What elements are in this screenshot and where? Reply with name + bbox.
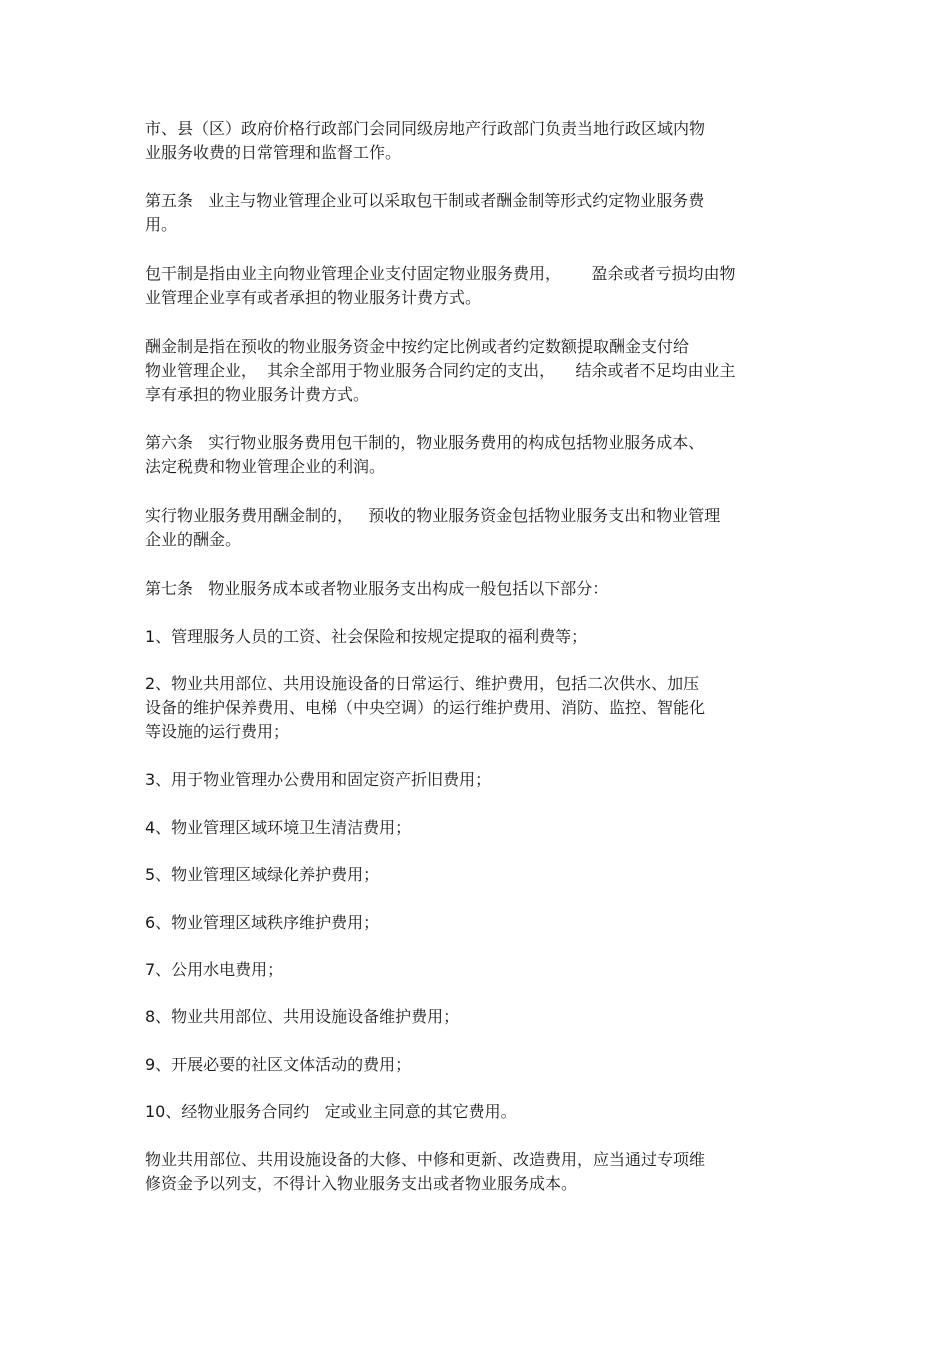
text-line: 修资金予以列支，不得计入物业服务支出或者物业服务成本。 (145, 1174, 578, 1193)
text-line: 企业的酬金。 (145, 530, 242, 549)
list-item-10 (145, 1100, 825, 1124)
text-line: 用。 (145, 215, 178, 234)
list-item-4 (145, 816, 825, 840)
text-line: 第六条 实行物业服务费用包干制的，物业服务费用的构成包括物业服务成本、 (145, 433, 705, 452)
text-line: 实行物业服务费用酬金制的， 预收的物业服务资金包括物业服务支出和物业管理 (145, 506, 721, 525)
text-line: 市、县（区）政府价格行政部门会同同级房地产行政部门负责当地行政区域内物 (145, 119, 706, 138)
paragraph-major-repairs (145, 1148, 825, 1196)
text-line: 2、物业共用部位、共用设施设备的日常运行、维护费用，包括二次供水、加压 (145, 674, 700, 693)
list-item-8 (145, 1005, 825, 1029)
list-item-5 (145, 863, 825, 887)
list-item-3 (145, 768, 825, 792)
text-line: 7、公用水电费用； (145, 960, 284, 979)
text-line: 等设施的运行费用； (145, 722, 290, 741)
text-line: 酬金制是指在预收的物业服务资金中按约定比例或者约定数额提取酬金支付给 (145, 337, 690, 356)
paragraph-article-5 (145, 189, 825, 237)
text-line: 业服务收费的日常管理和监督工作。 (145, 143, 402, 162)
paragraph-remuneration-definition (145, 335, 825, 407)
text-line: 9、开展必要的社区文体活动的费用； (145, 1055, 412, 1074)
paragraph-article-7 (145, 577, 825, 601)
text-line: 3、用于物业管理办公费用和固定资产折旧费用； (145, 770, 492, 789)
paragraph-remuneration-funds (145, 504, 825, 552)
text-line: 5、物业管理区域绿化养护费用； (145, 865, 380, 884)
list-item-7 (145, 958, 825, 982)
list-item-1 (145, 625, 825, 649)
text-line: 第五条 业主与物业管理企业可以采取包干制或者酬金制等形式约定物业服务费 (145, 191, 705, 210)
paragraph-article-6 (145, 431, 825, 479)
list-item-9 (145, 1053, 825, 1077)
text-line: 包干制是指由业主向物业管理企业支付固定物业服务费用， 盈余或者亏损均由物 (145, 264, 736, 283)
text-line: 1、管理服务人员的工资、社会保险和按规定提取的福利费等； (145, 627, 588, 646)
text-line: 法定税费和物业管理企业的利润。 (145, 457, 386, 476)
text-line: 4、物业管理区域环境卫生清洁费用； (145, 818, 412, 837)
text-line: 8、物业共用部位、共用设施设备维护费用； (145, 1007, 460, 1026)
text-line: 设备的维护保养费用、电梯（中央空调）的运行维护费用、消防、监控、智能化 (145, 698, 706, 717)
text-line: 物业共用部位、共用设施设备的大修、中修和更新、改造费用，应当通过专项维 (145, 1150, 706, 1169)
text-line: 享有承担的物业服务计费方式。 (145, 385, 370, 404)
list-item-6 (145, 911, 825, 935)
text-line: 业管理企业享有或者承担的物业服务计费方式。 (145, 288, 482, 307)
paragraph-lump-sum-definition (145, 262, 825, 310)
text-line: 10、经物业服务合同约 定或业主同意的其它费用。 (145, 1102, 517, 1121)
list-item-2 (145, 672, 825, 744)
text-line: 第七条 物业服务成本或者物业服务支出构成一般包括以下部分： (145, 579, 609, 598)
text-line: 6、物业管理区域秩序维护费用； (145, 913, 380, 932)
paragraph-price-supervision (145, 117, 825, 165)
text-line: 物业管理企业， 其余全部用于物业服务合同约定的支出， 结余或者不足均由业主 (145, 361, 736, 380)
